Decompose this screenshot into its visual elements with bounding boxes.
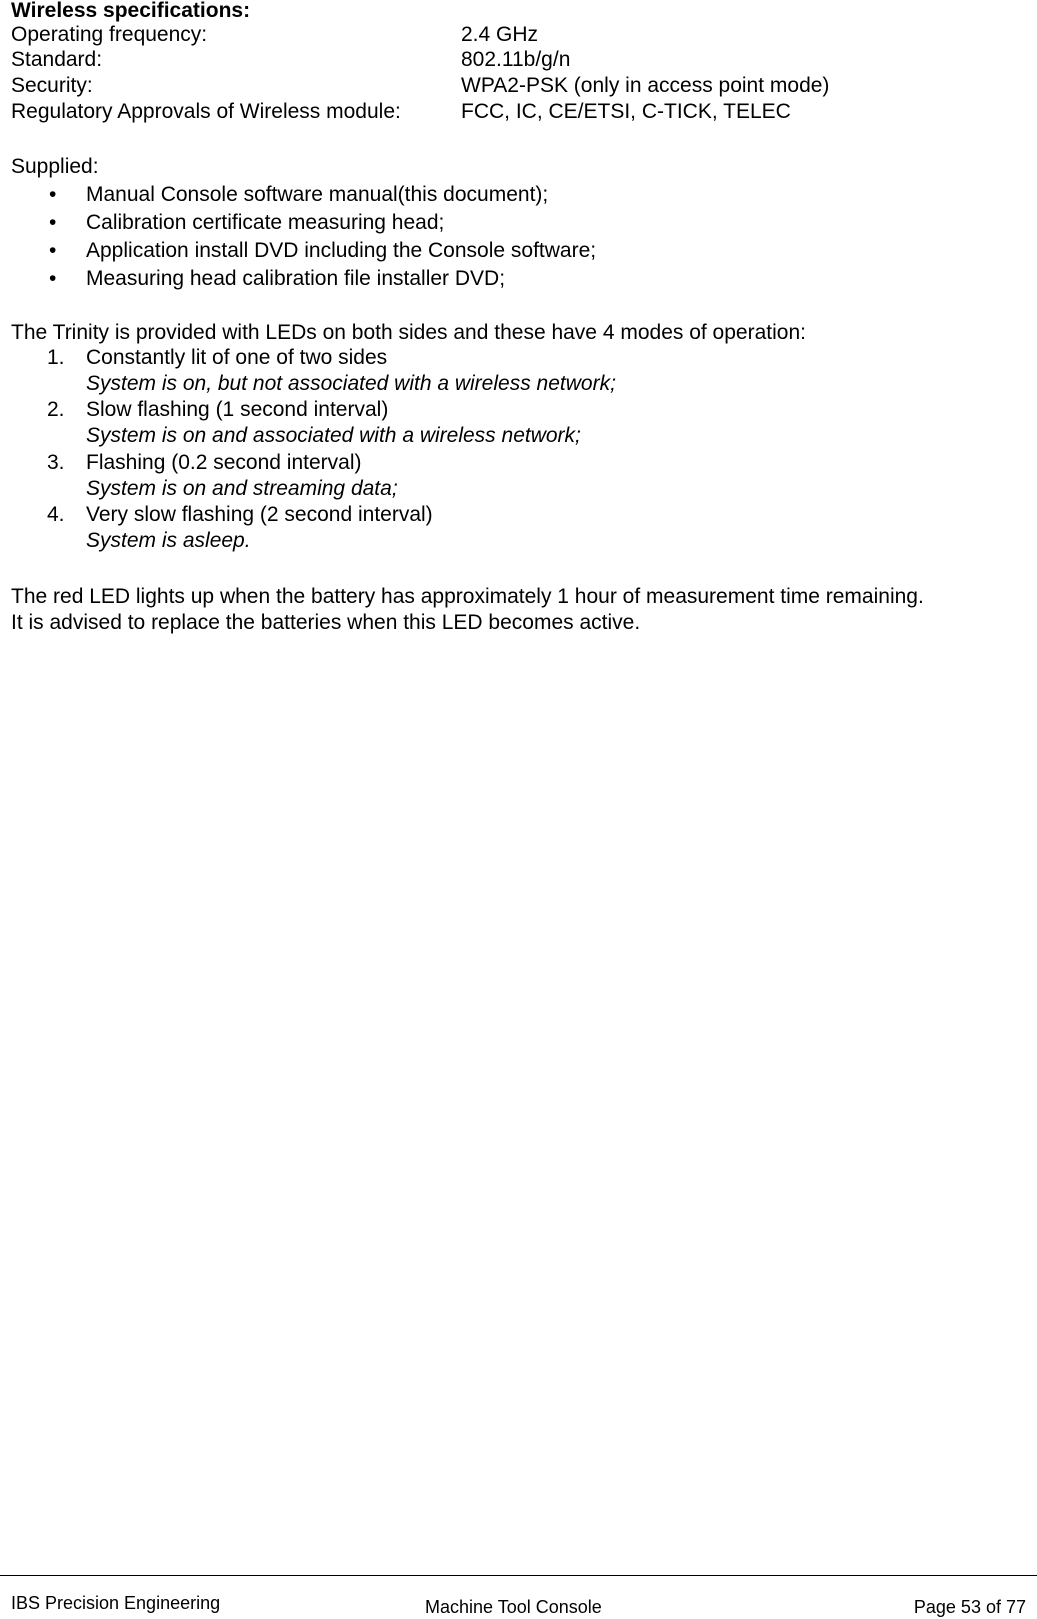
battery-note-line-2: It is advised to replace the batteries when this LED becomes active. [11, 611, 641, 634]
led-mode-description: System is on and streaming data; [86, 477, 398, 500]
spec-value: FCC, IC, CE/ETSI, C-TICK, TELEC [461, 100, 791, 123]
spec-row-standard [11, 47, 1011, 73]
list-item [0, 266, 1000, 292]
led-mode-description: System is on, but not associated with a wireless network; [86, 372, 616, 395]
list-item-text: Measuring head calibration file installer DVD; [86, 267, 506, 290]
spec-label: Standard: [11, 48, 103, 71]
led-mode-item [0, 450, 1000, 502]
footer-company: IBS Precision Engineering [11, 1593, 221, 1613]
led-mode-title: Flashing (0.2 second interval) [86, 451, 362, 474]
list-number: 4. [47, 503, 65, 526]
supplied-heading: Supplied: [11, 155, 99, 178]
led-mode-description: System is asleep. [86, 529, 251, 552]
list-item-text: Application install DVD including the Console software; [86, 239, 597, 262]
list-number: 3. [47, 451, 65, 474]
list-number: 2. [47, 398, 65, 421]
spec-value: 2.4 GHz [461, 23, 539, 46]
list-item-text: Calibration certificate measuring head; [86, 211, 445, 234]
led-mode-item [0, 345, 1000, 397]
led-mode-title: Very slow flashing (2 second interval) [86, 503, 433, 526]
list-item [0, 238, 1000, 264]
led-mode-title: Slow flashing (1 second interval) [86, 398, 389, 421]
spec-row-regulatory [11, 99, 1011, 125]
list-item [0, 210, 1000, 236]
bullet-icon: • [49, 183, 57, 206]
list-item [0, 182, 1000, 208]
spec-label: Security: [11, 74, 93, 97]
footer-divider [0, 1575, 1037, 1576]
footer-page-number: Page 53 of 77 [913, 1597, 1026, 1617]
spec-row-security [11, 73, 1011, 99]
list-number: 1. [47, 346, 65, 369]
bullet-icon: • [49, 267, 57, 290]
bullet-icon: • [49, 239, 57, 262]
led-intro: The Trinity is provided with LEDs on both sides and these have 4 modes of operation: [11, 321, 806, 344]
battery-note-line-1: The red LED lights up when the battery has approximately 1 hour of measurement time remaining. [11, 585, 924, 608]
wireless-heading: Wireless specifications: [11, 0, 251, 22]
led-mode-item [0, 397, 1000, 449]
spec-row-frequency [11, 22, 1011, 48]
spec-value: 802.11b/g/n [461, 48, 571, 71]
led-mode-item [0, 502, 1000, 554]
footer-document-title: Machine Tool Console [425, 1597, 602, 1617]
bullet-icon: • [49, 211, 57, 234]
spec-label: Regulatory Approvals of Wireless module: [11, 100, 401, 123]
list-item-text: Manual Console software manual(this document); [86, 183, 549, 206]
spec-value: WPA2-PSK (only in access point mode) [461, 74, 830, 97]
led-mode-title: Constantly lit of one of two sides [86, 346, 388, 369]
led-mode-description: System is on and associated with a wireless network; [86, 424, 581, 447]
spec-label: Operating frequency: [11, 23, 208, 46]
